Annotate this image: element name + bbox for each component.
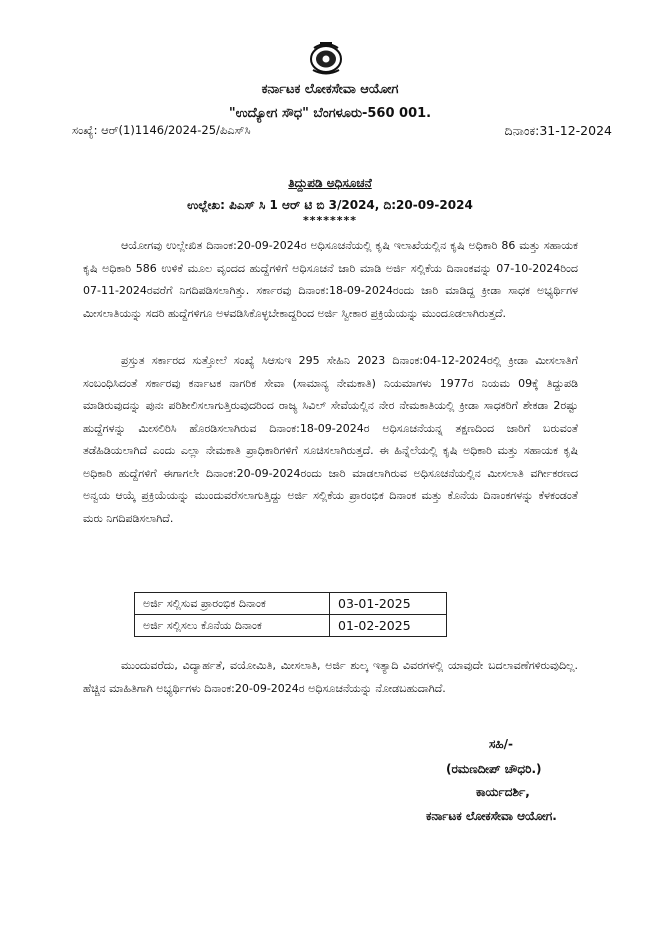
table-cell-label: ಅರ್ಜಿ ಸಲ್ಲಿಸಲು ಕೊನೆಯ ದಿನಾಂಕ (135, 615, 330, 637)
table-cell-value: 01-02-2025 (330, 615, 447, 637)
table-cell-value: 03-01-2025 (330, 593, 447, 615)
body-paragraph-3: ಮುಂದುವರೆದು, ವಿದ್ಯಾರ್ಹತೆ, ವಯೋಮಿತಿ, ಮೀಸಲಾತಿ, ಅರ್ಜಿ ಶುಲ್ಕ ಇತ್ಯಾದಿ ವಿವರಗಳಲ್ಲಿ ಯಾವುದೇ ಬದಲಾವಣೆಗಳಿರುವುದಿಲ್ಲ. ಹೆಚ್ಚಿನ ಮಾಹಿತಿಗಾಗಿ ಅಭ್ಯರ್ಥಿಗಳು ದಿನಾಂಕ:20-09-2024ರ ಅಧಿಸೂಚನೆಯನ್ನು ನೋಡಬಹುದಾಗಿದೆ. (83, 659, 578, 695)
body-paragraph-2: ಪ್ರಸ್ತುತ ಸರ್ಕಾರದ ಸುತ್ತೋಲೆ ಸಂಖ್ಯೆ ಸಿಆಸುಇ 295 ಸೇಹಿನಿ 2023 ದಿನಾಂಕ:04-12-2024ರಲ್ಲಿ ಕ್ರೀಡಾ ಮೀಸಲಾತಿಗೆ ಸಂಬಂಧಿಸಿದಂತೆ ಸರ್ಕಾರವು ಕರ್ನಾಟಕ ನಾಗರಿಕ ಸೇವಾ (ಸಾಮಾನ್ಯ ನೇಮಕಾತಿ) ನಿಯಮಾಗಳು 1977ರ ನಿಯಮ 09ಕ್ಕೆ ತಿದ್ದುಪಡಿ ಮಾಡಿರುವುದನ್ನು ಪುನಃ ಪರಿಶೀಲಿಸಲಾಗುತ್ತಿರುವುದರಿಂದ ರಾಜ್ಯ ಸಿವಿಲ್ ಸೇವೆಯಲ್ಲಿನ ನೇರ ನೇಮಕಾತಿಯಲ್ಲಿ ಕ್ರೀಡಾ ಸಾಧಕರಿಗೆ ಶೇಕಡಾ 2ರಷ್ಟು ಹುದ್ದೆಗಳನ್ನು ಮೀಸಲಿರಿಸಿ ಹೊರಡಿಸಲಾಗಿರುವ ದಿನಾಂಕ:18-09-2024ರ ಅಧಿಸೂಚನೆಯನ್ನ ತಕ್ಷಣದಿಂದ ಜಾರಿಗೆ ಬರುವಂತೆ ತಡೆಹಿಡಿಯಲಾಗಿದೆ ಎಂದು ಎಲ್ಲಾ ನೇಮಕಾತಿ ಪ್ರಾಧಿಕಾರಿಗಳಿಗೆ ಸೂಚಿಸಲಾಗಿರುತ್ತದೆ. ಈ ಹಿನ್ನೆಲೆಯಲ್ಲಿ ಕೃಷಿ ಅಧಿಕಾರಿ ಮತ್ತು ಸಹಾಯಕ ಕೃಷಿ ಅಧಿಕಾರಿ ಹುದ್ದೆಗಳಿಗೆ ಈಗಾಗಲೇ ದಿನಾಂಕ:20-09-2024ರಂದು ಜಾರಿ ಮಾಡಲಾಗಿರುವ ಅಧಿಸೂಚನೆಯಲ್ಲಿನ ಮೀಸಲಾತಿ ವರ್ಗೀಕರಣದ ಅನ್ವಯ ಆಯ್ಕೆ ಪ್ರಕ್ರಿಯೆಯನ್ನು ಮುಂದುವರೆಸಲಾಗುತ್ತಿದ್ದು ಅರ್ಜಿ ಸಲ್ಲಿಕೆಯ ಪ್ರಾರಂಭಿಕ ದಿನಾಂಕ ಮತ್ತು ಕೊನೆಯ ದಿನಾಂಕಗಳನ್ನು ಕೆಳಕಂಡಂತೆ ಮರು ನಿಗದಿಪಡಿಸಲಾಗಿದೆ. (83, 354, 578, 525)
table-row (135, 615, 447, 637)
notice-subject: ಉಲ್ಲೇಖ: ಪಿಎಸ್ ಸಿ 1 ಆರ್ ಟಿ ಬಿ 3/2024, ದಿ:20-09-2024 (187, 198, 473, 212)
signatory-organization: ಕರ್ನಾಟಕ ಲೋಕಸೇವಾ ಆಯೋಗ. (426, 809, 557, 823)
karnataka-state-emblem-icon (306, 38, 346, 78)
issue-date: ದಿನಾಂಕ:31-12-2024 (504, 123, 612, 138)
org-name: ಕರ್ನಾಟಕ ಲೋಕಸೇವಾ ಆಯೋಗ (261, 82, 399, 97)
body-paragraph-1: ಆಯೋಗವು ಉಲ್ಲೇಖಿತ ದಿನಾಂಕ:20-09-2024ರ ಅಧಿಸೂಚನೆಯಲ್ಲಿ ಕೃಷಿ ಇಲಾಖೆಯಲ್ಲಿನ ಕೃಷಿ ಅಧಿಕಾರಿ 86 ಮತ್ತು ಸಹಾಯಕ ಕೃಷಿ ಅಧಿಕಾರಿ 586 ಉಳಿಕೆ ಮೂಲ ವೃಂದದ ಹುದ್ದೆಗಳಿಗೆ ಅಧಿಸೂಚನೆ ಜಾರಿ ಮಾಡಿ ಅರ್ಜಿ ಸಲ್ಲಿಕೆಯ ದಿನಾಂಕವನ್ನು 07-10-2024ರಿಂದ 07-11-2024ರವರೆಗೆ ನಿಗದಿಪಡಿಸಲಾಗಿತ್ತು. ಸರ್ಕಾರವು ದಿನಾಂಕ:18-09-2024ರಂದು ಜಾರಿ ಮಾಡಿದ್ದ ಕ್ರೀಡಾ ಸಾಧಕ ಅಭ್ಯರ್ಥಿಗಳ ಮೀಸಲಾತಿಯನ್ನು ಸದರಿ ಹುದ್ದೆಗಳಿಗೂ ಅಳವಡಿಸಿಕೊಳ್ಳಬೇಕಾದ್ದರಿಂದ ಅರ್ಜಿ ಸ್ವೀಕಾರ ಪ್ರಕ್ರಿಯೆಯನ್ನು ಮುಂದೂಡಲಾಗಿರುತ್ತದೆ. (83, 239, 578, 320)
notice-title: ತಿದ್ದುಪಡಿ ಅಧಿಸೂಚನೆ (288, 176, 372, 190)
reference-number: ಸಂಖ್ಯೆ: ಆರ್(1)1146/2024-25/ಪಿಎಸ್‌ಸಿ (72, 123, 251, 137)
signature-mark: ಸಹಿ/- (489, 737, 513, 751)
org-address: "ಉದ್ಯೋಗ ಸೌಧ" ಬೆಂಗಳೂರು-560 001. (228, 106, 432, 121)
table-cell-label: ಅರ್ಜಿ ಸಲ್ಲಿಸುವ ಪ್ರಾರಂಭಿಕ ದಿನಾಂಕ (135, 593, 330, 615)
separator-stars: ******** (302, 214, 358, 227)
signatory-name: (ರಮಣದೀಪ್ ಚೌಧರಿ.) (446, 762, 542, 776)
signatory-designation: ಕಾರ್ಯದರ್ಶಿ, (476, 785, 530, 799)
table-row (135, 593, 447, 615)
dates-table (134, 592, 447, 637)
